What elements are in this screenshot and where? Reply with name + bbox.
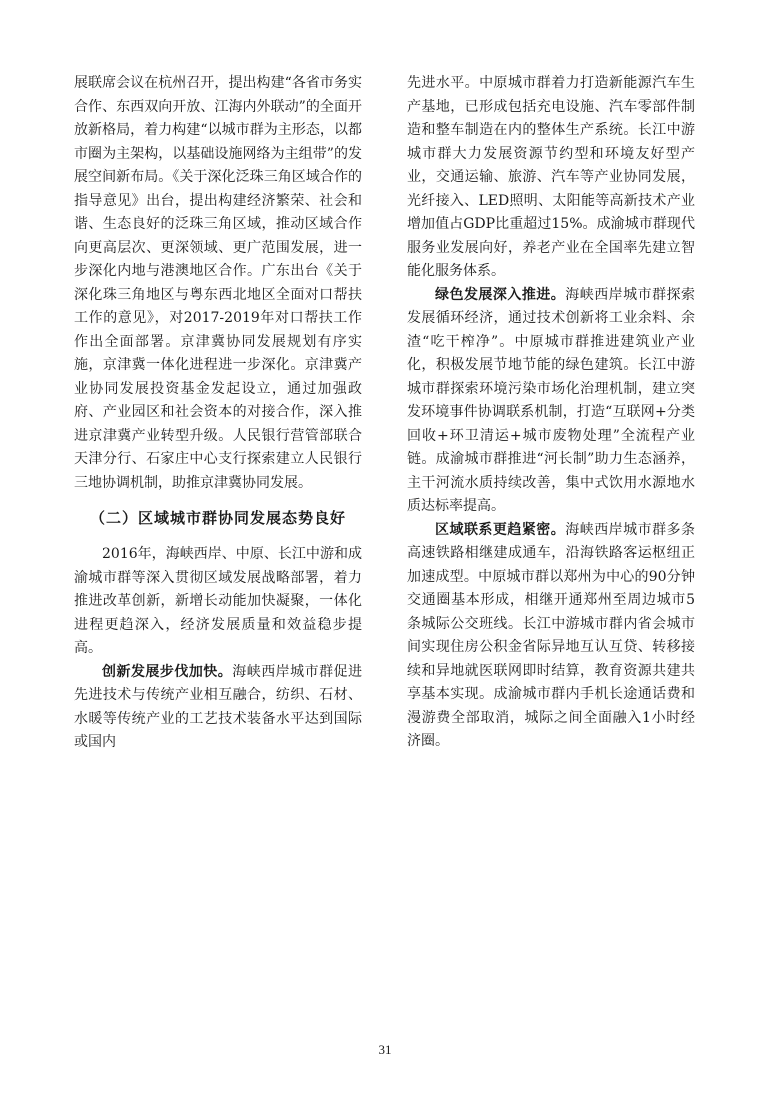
right-paragraph-3	[407, 519, 695, 754]
left-column	[74, 72, 362, 755]
page-number: 31	[378, 1042, 392, 1057]
left-paragraph-3-body: 海峡西岸城市群促进先进技术与传统产业相互融合，纺织、石材、水暖等传统产业的工艺技术装备水平达到国际或国内	[74, 663, 363, 750]
left-paragraph-1: 展联席会议在杭州召开，提出构建“各省市务实合作、东西双向开放、江海内外联动”的全面开放新格局，着力构建“以城市群为主形态，以都市圈为主架构，以基础设施网络为主组带”的发展空间新布局。《关于深化泛珠三角区域合作的指导意见》出台，提出构建经济繁荣、社会和谐、生态良好的泛珠三角区域，推动区域合作向更高层次、更深领域、更广范围发展，进一步深化内地与港澳地区合作。广东出台《关于深化珠三角地区与粤东西北地区全面对口帮扶工作的意见》，对2017-2019年对口帮扶工作作出全面部署。京津冀协同发展规划有序实施，京津冀一体化进程进一步深化。京津冀产业协同发展投资基金发起设立，通过加强政府、产业园区和社会资本的对接合作，深入推进京津冀产业转型升级。人民银行营管部联合天津分行、石家庄中心支行探索建立人民银行三地协调机制，助推京津冀协同发展。	[74, 75, 362, 491]
lead-phrase-innovation: 创新发展步伐加快。	[102, 663, 233, 680]
lead-phrase-connectivity: 区域联系更趋紧密。	[435, 521, 566, 538]
lead-phrase-green: 绿色发展深入推进。	[435, 286, 566, 303]
section-heading: （二）区域城市群协同发展态势良好	[89, 509, 346, 527]
right-paragraph-3-body: 海峡西岸城市群多条高速铁路相继建成通车，沿海铁路客运枢纽正加速成型。中原城市群以郑州为中心的90分钟交通圈基本形成，相继开通郑州至周边城市5条城际公交班线。长江中游城市群内省会城市间实现住房公积金省际异地互认互贷、转移接续和异地就医联网即时结算，教育资源共建共享基本实现。成渝城市群内手机长途通话费和漫游费全部取消，城际之间全面融入1小时经济圈。	[407, 521, 696, 749]
right-paragraph-2-body: 海峡西岸城市群探索发展循环经济，通过技术创新将工业余料、余渣“吃干榨净”。中原城市群推进建筑业产业化，积极发展节地节能的绿色建筑。长江中游城市群探索环境污染市场化治理机制，建立突发环境事件协调联系机制，打造“互联网+分类回收+环卫清运+城市废物处理”全流程产业链。成渝城市群推进“河长制”助力生态涵养，主干河流水质持续改善，集中式饮用水源地水质达标率提高。	[407, 286, 696, 514]
right-paragraph-2	[407, 284, 695, 519]
right-column	[407, 72, 695, 754]
left-paragraph-2: 2016年，海峡西岸、中原、长江中游和成渝城市群等深入贯彻区域发展战略部署，着力推进改革创新，新增长动能加快凝聚，一体化进程更趋深入，经济发展质量和效益稳步提高。	[74, 546, 362, 656]
right-paragraph-1: 先进水平。中原城市群着力打造新能源汽车生产基地，已形成包括充电设施、汽车零部件制造和整车制造在内的整体生产系统。长江中游城市群大力发展资源节约型和环境友好型产业，交通运输、旅游、汽车等产业协同发展，光纤接入、LED照明、太阳能等高新技术产业增加值占GDP比重超过15%。成渝城市群现代服务业发展向好，养老产业在全国率先建立智能化服务体系。	[407, 75, 695, 279]
left-paragraph-3	[74, 661, 362, 755]
